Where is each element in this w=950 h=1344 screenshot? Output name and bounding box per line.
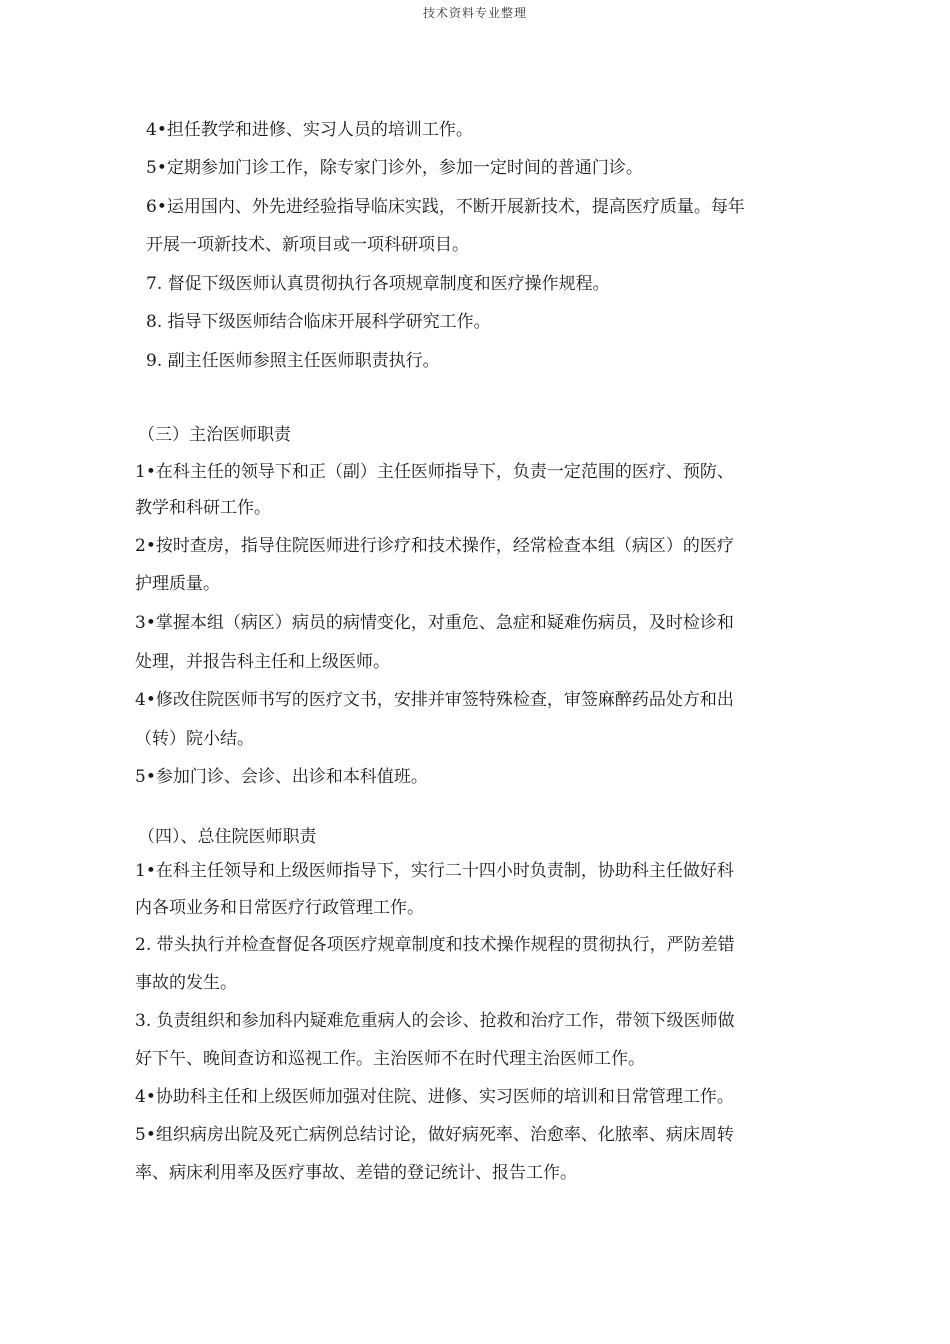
text-line: 5•组织病房出院及死亡病例总结讨论，做好病死率、治愈率、化脓率、病床周转: [135, 1125, 734, 1145]
text-line: 护理质量。: [135, 574, 220, 594]
text-line: 3. 负责组织和参加科内疑难危重病人的会诊、抢救和治疗工作，带领下级医师做: [135, 1011, 735, 1031]
text-line: 好下午、晚间查访和巡视工作。主治医师不在时代理主治医师工作。: [135, 1049, 645, 1069]
page-header: 技术资料专业整理: [422, 6, 527, 20]
text-line: 4•担任教学和进修、实习人员的培训工作。: [146, 120, 473, 140]
text-line: 事故的发生。: [135, 973, 237, 993]
text-line: 3•掌握本组（病区）病员的病情变化，对重危、急症和疑难伤病员，及时检诊和: [135, 613, 734, 633]
text-line: 7. 督促下级医师认真贯彻执行各项规章制度和医疗操作规程。: [146, 274, 610, 294]
text-line: （转）院小结。: [135, 729, 254, 749]
text-line: 5•定期参加门诊工作，除专家门诊外，参加一定时间的普通门诊。: [146, 158, 643, 178]
text-line: 率、病床利用率及医疗事故、差错的登记统计、报告工作。: [135, 1163, 577, 1183]
text-line: 开展一项新技术、新项目或一项科研项目。: [146, 235, 469, 255]
text-line: 2•按时查房，指导住院医师进行诊疗和技术操作，经常检查本组（病区）的医疗: [135, 536, 734, 556]
text-line: 5•参加门诊、会诊、出诊和本科值班。: [135, 767, 428, 787]
text-line: 4•协助科主任和上级医师加强对住院、进修、实习医师的培训和日常管理工作。: [135, 1087, 734, 1107]
text-line: 4•修改住院医师书写的医疗文书，安排并审签特殊检查，审签麻醉药品处方和出: [135, 690, 734, 710]
text-line: 内各项业务和日常医疗行政管理工作。: [135, 898, 424, 918]
text-line: 处理，并报告科主任和上级医师。: [135, 652, 390, 672]
text-line: 8. 指导下级医师结合临床开展科学研究工作。: [146, 312, 491, 332]
text-line: 教学和科研工作。: [135, 498, 271, 518]
section-heading: （四）、总住院医师职责: [138, 827, 317, 847]
text-line: 9. 副主任医师参照主任医师职责执行。: [146, 351, 440, 371]
text-line: 1•在科主任的领导下和正（副）主任医师指导下，负责一定范围的医疗、预防、: [135, 462, 734, 482]
text-line: 1•在科主任领导和上级医师指导下，实行二十四小时负责制，协助科主任做好科: [135, 861, 734, 881]
text-line: 6•运用国内、外先进经验指导临床实践，不断开展新技术，提高医疗质量。每年: [146, 197, 745, 217]
section-heading: （三）主治医师职责: [138, 425, 291, 445]
text-line: 2. 带头执行并检查督促各项医疗规章制度和技术操作规程的贯彻执行，严防差错: [135, 935, 735, 955]
